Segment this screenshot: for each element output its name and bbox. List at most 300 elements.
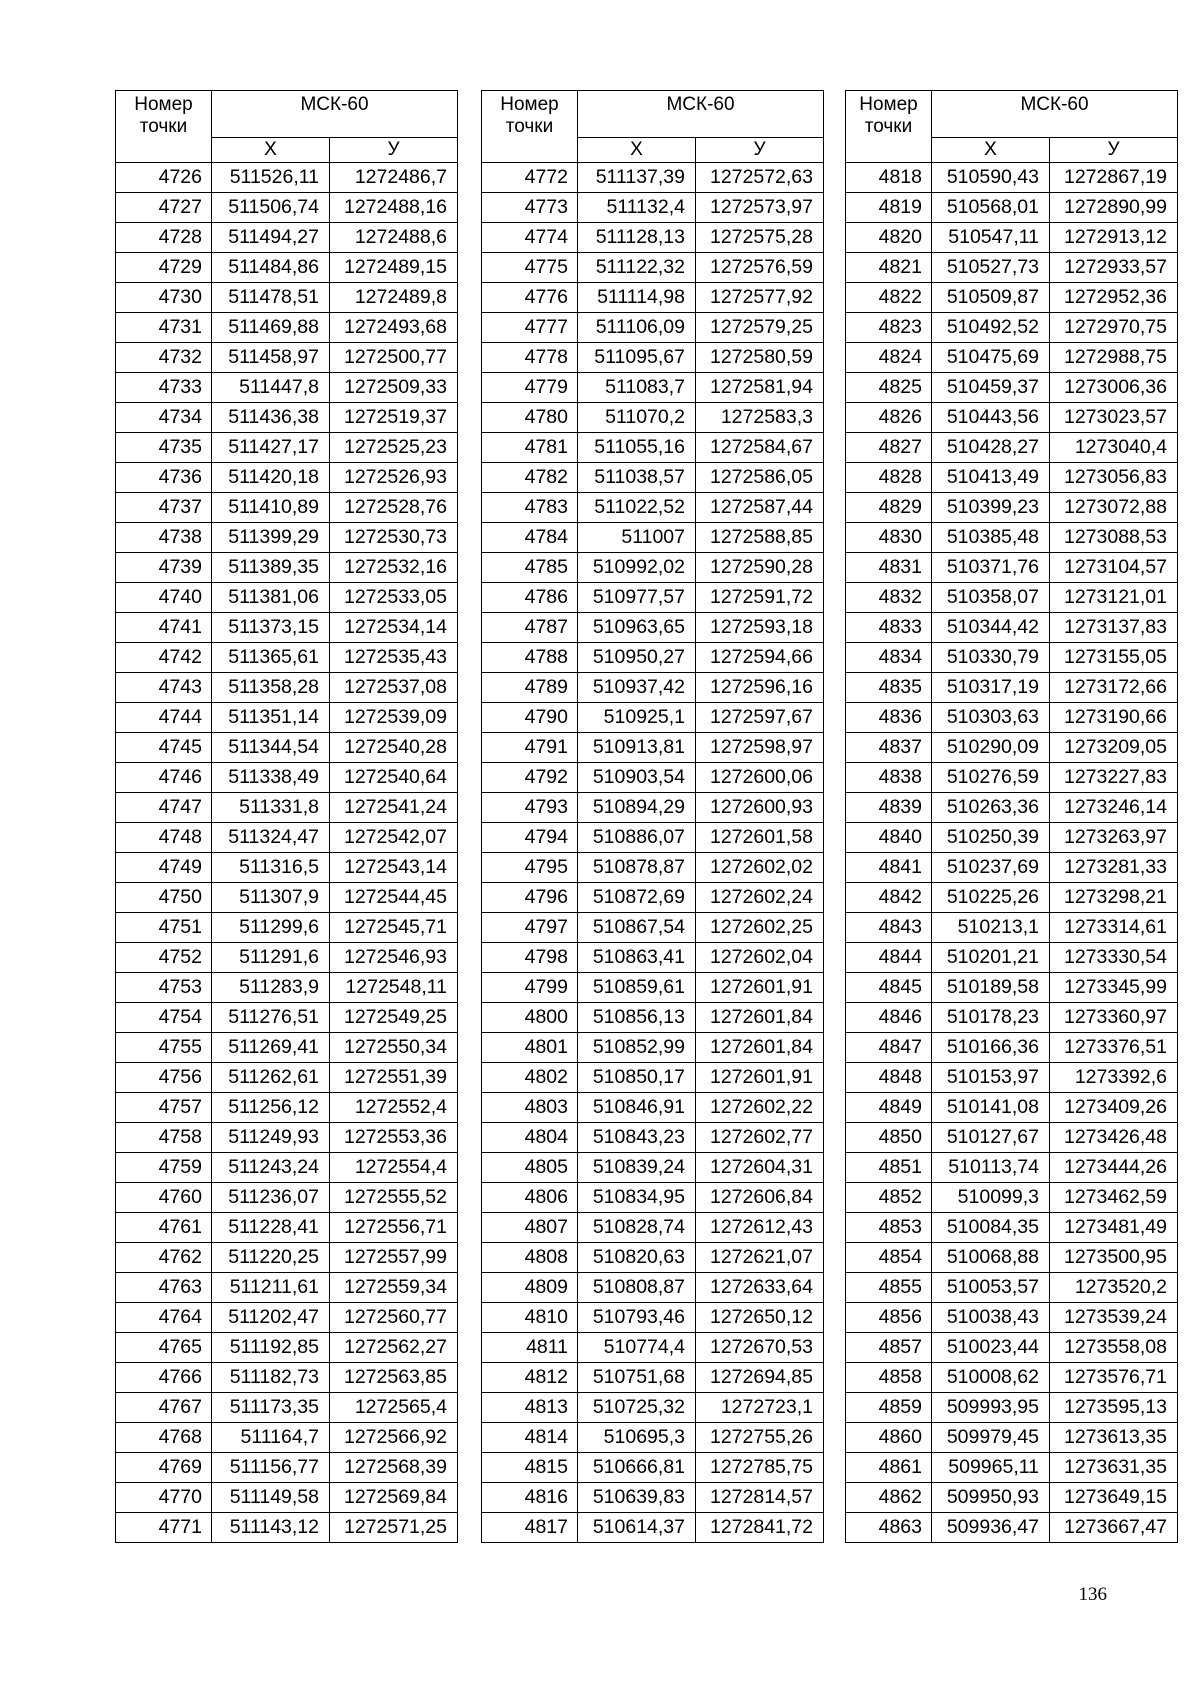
y-coordinate-cell: 1272533,05 (330, 583, 458, 613)
table-row (482, 493, 824, 523)
point-number-cell: 4783 (482, 493, 578, 523)
table-row (482, 1153, 824, 1183)
y-coordinate-cell: 1272486,7 (330, 163, 458, 193)
point-number-cell: 4797 (482, 913, 578, 943)
y-coordinate-cell: 1273576,71 (1050, 1363, 1178, 1393)
table-row (116, 673, 458, 703)
table-row (482, 823, 824, 853)
y-coordinate-cell: 1272544,45 (330, 883, 458, 913)
x-coordinate-cell: 509965,11 (932, 1453, 1050, 1483)
point-number-cell: 4812 (482, 1363, 578, 1393)
x-coordinate-cell: 511106,09 (578, 313, 696, 343)
x-coordinate-cell: 511083,7 (578, 373, 696, 403)
table-row (482, 853, 824, 883)
y-coordinate-cell: 1273426,48 (1050, 1123, 1178, 1153)
y-coordinate-cell: 1273263,97 (1050, 823, 1178, 853)
point-number-cell: 4729 (116, 253, 212, 283)
y-coordinate-cell: 1273462,59 (1050, 1183, 1178, 1213)
point-number-cell: 4844 (846, 943, 932, 973)
table-row (846, 1153, 1178, 1183)
y-coordinate-cell: 1272587,44 (696, 493, 824, 523)
point-number-cell: 4726 (116, 163, 212, 193)
table-row (116, 973, 458, 1003)
table-row (482, 1513, 824, 1543)
point-number-cell: 4800 (482, 1003, 578, 1033)
point-number-cell: 4728 (116, 223, 212, 253)
y-coordinate-cell: 1272571,25 (330, 1513, 458, 1543)
x-coordinate-cell: 510189,58 (932, 973, 1050, 1003)
table-row (846, 193, 1178, 223)
x-coordinate-cell: 510639,83 (578, 1483, 696, 1513)
point-number-cell: 4733 (116, 373, 212, 403)
table-row (846, 223, 1178, 253)
y-coordinate-cell: 1272621,07 (696, 1243, 824, 1273)
y-coordinate-cell: 1272489,8 (330, 283, 458, 313)
x-coordinate-cell: 510371,76 (932, 553, 1050, 583)
point-number-cell: 4734 (116, 403, 212, 433)
point-number-cell: 4749 (116, 853, 212, 883)
coordinates-table-3 (845, 90, 1178, 1543)
coordinate-system-header: МСК-60 (932, 91, 1178, 138)
y-coordinate-cell: 1273345,99 (1050, 973, 1178, 1003)
point-number-cell: 4740 (116, 583, 212, 613)
x-coordinate-cell: 510330,79 (932, 643, 1050, 673)
y-coordinate-cell: 1273360,97 (1050, 1003, 1178, 1033)
point-number-cell: 4855 (846, 1273, 932, 1303)
point-number-cell: 4846 (846, 1003, 932, 1033)
x-coordinate-cell: 511022,52 (578, 493, 696, 523)
x-coordinate-cell: 510225,26 (932, 883, 1050, 913)
point-number-cell: 4767 (116, 1393, 212, 1423)
point-number-cell: 4780 (482, 403, 578, 433)
table-row (116, 553, 458, 583)
table-row (846, 403, 1178, 433)
table-row (846, 973, 1178, 1003)
table-row (116, 1003, 458, 1033)
y-coordinate-cell: 1272557,99 (330, 1243, 458, 1273)
y-coordinate-cell: 1272493,68 (330, 313, 458, 343)
x-coordinate-cell: 511331,8 (212, 793, 330, 823)
x-coordinate-cell: 510590,43 (932, 163, 1050, 193)
y-coordinate-cell: 1273246,14 (1050, 793, 1178, 823)
table-row (846, 943, 1178, 973)
y-coordinate-cell: 1272591,72 (696, 583, 824, 613)
x-coordinate-cell: 510950,27 (578, 643, 696, 673)
x-coordinate-cell: 511338,49 (212, 763, 330, 793)
y-coordinate-cell: 1272755,26 (696, 1423, 824, 1453)
x-coordinate-cell: 510751,68 (578, 1363, 696, 1393)
y-coordinate-cell: 1273298,21 (1050, 883, 1178, 913)
point-number-cell: 4818 (846, 163, 932, 193)
table-row (116, 763, 458, 793)
point-number-cell: 4745 (116, 733, 212, 763)
point-number-cell: 4772 (482, 163, 578, 193)
point-number-cell: 4813 (482, 1393, 578, 1423)
point-number-cell: 4862 (846, 1483, 932, 1513)
y-coordinate-cell: 1272890,99 (1050, 193, 1178, 223)
x-coordinate-cell: 511164,7 (212, 1423, 330, 1453)
table-row (116, 1393, 458, 1423)
table-row (482, 1243, 824, 1273)
x-coordinate-cell: 510872,69 (578, 883, 696, 913)
x-coordinate-cell: 510839,24 (578, 1153, 696, 1183)
point-number-cell: 4790 (482, 703, 578, 733)
point-number-header (116, 91, 212, 163)
x-coordinate-cell: 510344,42 (932, 613, 1050, 643)
x-coordinate-cell: 510492,52 (932, 313, 1050, 343)
table-row (846, 1183, 1178, 1213)
x-coordinate-cell: 511458,97 (212, 343, 330, 373)
table-row (846, 283, 1178, 313)
table-row (482, 643, 824, 673)
point-number-cell: 4838 (846, 763, 932, 793)
table-row (116, 1213, 458, 1243)
y-coordinate-cell: 1272575,28 (696, 223, 824, 253)
point-number-cell: 4759 (116, 1153, 212, 1183)
point-number-cell: 4789 (482, 673, 578, 703)
header-line-2: точки (864, 116, 913, 137)
y-coordinate-cell: 1272548,11 (330, 973, 458, 1003)
table-row (116, 283, 458, 313)
y-coordinate-cell: 1272723,1 (696, 1393, 824, 1423)
point-number-cell: 4775 (482, 253, 578, 283)
y-coordinate-cell: 1272601,91 (696, 973, 824, 1003)
table-row (482, 1333, 824, 1363)
y-coordinate-cell: 1272670,53 (696, 1333, 824, 1363)
y-coordinate-cell: 1272573,97 (696, 193, 824, 223)
point-number-cell: 4765 (116, 1333, 212, 1363)
table-row (482, 1273, 824, 1303)
y-coordinate-cell: 1272602,22 (696, 1093, 824, 1123)
point-number-cell: 4793 (482, 793, 578, 823)
y-coordinate-cell: 1272550,34 (330, 1033, 458, 1063)
y-coordinate-cell: 1272560,77 (330, 1303, 458, 1333)
point-number-cell: 4810 (482, 1303, 578, 1333)
point-number-cell: 4826 (846, 403, 932, 433)
x-coordinate-cell: 511484,86 (212, 253, 330, 283)
x-coordinate-cell: 511427,17 (212, 433, 330, 463)
point-number-cell: 4758 (116, 1123, 212, 1153)
table-body (482, 163, 824, 1543)
x-coordinate-cell: 511128,13 (578, 223, 696, 253)
y-coordinate-cell: 1273104,57 (1050, 553, 1178, 583)
coordinate-system-header: МСК-60 (212, 91, 458, 138)
y-coordinate-cell: 1273444,26 (1050, 1153, 1178, 1183)
point-number-cell: 4752 (116, 943, 212, 973)
x-coordinate-cell: 510878,87 (578, 853, 696, 883)
y-coordinate-cell: 1272543,14 (330, 853, 458, 883)
table-row (116, 1183, 458, 1213)
x-coordinate-cell: 510846,91 (578, 1093, 696, 1123)
table-row (116, 1423, 458, 1453)
point-number-cell: 4786 (482, 583, 578, 613)
coordinate-system-header: МСК-60 (578, 91, 824, 138)
table-row (482, 553, 824, 583)
table-row (116, 1093, 458, 1123)
x-coordinate-cell: 511358,28 (212, 673, 330, 703)
table-row (482, 163, 824, 193)
point-number-cell: 4732 (116, 343, 212, 373)
y-coordinate-cell: 1272500,77 (330, 343, 458, 373)
y-coordinate-cell: 1273023,57 (1050, 403, 1178, 433)
y-coordinate-cell: 1273613,35 (1050, 1423, 1178, 1453)
y-coordinate-cell: 1273631,35 (1050, 1453, 1178, 1483)
y-coordinate-cell: 1272565,4 (330, 1393, 458, 1423)
point-number-cell: 4829 (846, 493, 932, 523)
point-number-cell: 4791 (482, 733, 578, 763)
point-number-cell: 4743 (116, 673, 212, 703)
table-row (482, 343, 824, 373)
y-coordinate-cell: 1272867,19 (1050, 163, 1178, 193)
table-row (116, 1303, 458, 1333)
y-coordinate-cell: 1272785,75 (696, 1453, 824, 1483)
y-coordinate-cell: 1273667,47 (1050, 1513, 1178, 1543)
x-coordinate-cell: 510141,08 (932, 1093, 1050, 1123)
table-row (116, 343, 458, 373)
x-coordinate-cell: 510695,3 (578, 1423, 696, 1453)
table-row (482, 673, 824, 703)
point-number-cell: 4820 (846, 223, 932, 253)
y-coordinate-cell: 1272841,72 (696, 1513, 824, 1543)
x-coordinate-cell: 510178,23 (932, 1003, 1050, 1033)
point-number-cell: 4827 (846, 433, 932, 463)
point-number-cell: 4753 (116, 973, 212, 1003)
point-number-cell: 4776 (482, 283, 578, 313)
x-coordinate-cell: 511055,16 (578, 433, 696, 463)
y-coordinate-cell: 1272602,25 (696, 913, 824, 943)
x-coordinate-cell: 510084,35 (932, 1213, 1050, 1243)
x-coordinate-cell: 509936,47 (932, 1513, 1050, 1543)
x-coordinate-cell: 511447,8 (212, 373, 330, 403)
y-coordinate-cell: 1272581,94 (696, 373, 824, 403)
point-number-cell: 4834 (846, 643, 932, 673)
x-coordinate-cell: 510303,63 (932, 703, 1050, 733)
point-number-cell: 4830 (846, 523, 932, 553)
page-number: 136 (1078, 1584, 1107, 1605)
table-row (846, 253, 1178, 283)
table-row (846, 493, 1178, 523)
point-number-cell: 4754 (116, 1003, 212, 1033)
x-coordinate-cell: 510725,32 (578, 1393, 696, 1423)
table-row (116, 793, 458, 823)
point-number-cell: 4851 (846, 1153, 932, 1183)
table-row (846, 1513, 1178, 1543)
y-coordinate-cell: 1272633,64 (696, 1273, 824, 1303)
x-coordinate-cell: 510290,09 (932, 733, 1050, 763)
point-number-cell: 4825 (846, 373, 932, 403)
y-coordinate-cell: 1273520,2 (1050, 1273, 1178, 1303)
point-number-cell: 4814 (482, 1423, 578, 1453)
table-row (846, 733, 1178, 763)
y-coordinate-cell: 1273121,01 (1050, 583, 1178, 613)
table-row (482, 1423, 824, 1453)
x-coordinate-cell: 509993,95 (932, 1393, 1050, 1423)
x-coordinate-cell: 511192,85 (212, 1333, 330, 1363)
x-coordinate-cell: 511132,4 (578, 193, 696, 223)
x-coordinate-cell: 511351,14 (212, 703, 330, 733)
table-row (116, 853, 458, 883)
x-coordinate-cell: 510614,37 (578, 1513, 696, 1543)
point-number-cell: 4755 (116, 1033, 212, 1063)
y-coordinate-cell: 1272552,4 (330, 1093, 458, 1123)
table-row (482, 253, 824, 283)
point-number-cell: 4854 (846, 1243, 932, 1273)
x-coordinate-cell: 510863,41 (578, 943, 696, 973)
x-coordinate-cell: 510886,07 (578, 823, 696, 853)
x-coordinate-cell: 510894,29 (578, 793, 696, 823)
x-coordinate-cell: 510834,95 (578, 1183, 696, 1213)
point-number-cell: 4859 (846, 1393, 932, 1423)
y-coordinate-cell: 1272559,34 (330, 1273, 458, 1303)
table-row (116, 1333, 458, 1363)
y-coordinate-cell: 1272584,67 (696, 433, 824, 463)
table-row (846, 523, 1178, 553)
table-row (116, 163, 458, 193)
y-coordinate-cell: 1272606,84 (696, 1183, 824, 1213)
y-coordinate-cell: 1273056,83 (1050, 463, 1178, 493)
point-number-cell: 4842 (846, 883, 932, 913)
table-row (846, 1003, 1178, 1033)
y-coordinate-cell: 1273481,49 (1050, 1213, 1178, 1243)
y-coordinate-cell: 1272594,66 (696, 643, 824, 673)
table-row (116, 373, 458, 403)
y-coordinate-cell: 1272814,57 (696, 1483, 824, 1513)
table-row (482, 1363, 824, 1393)
point-number-cell: 4796 (482, 883, 578, 913)
table-row (482, 1093, 824, 1123)
table-row (116, 433, 458, 463)
table-row (482, 1453, 824, 1483)
point-number-cell: 4860 (846, 1423, 932, 1453)
table-row (116, 1063, 458, 1093)
x-column-header: X (212, 138, 330, 163)
table-row (116, 1243, 458, 1273)
point-number-cell: 4738 (116, 523, 212, 553)
x-coordinate-cell: 510820,63 (578, 1243, 696, 1273)
x-coordinate-cell: 510963,65 (578, 613, 696, 643)
table-row (116, 643, 458, 673)
point-number-cell: 4762 (116, 1243, 212, 1273)
table-row (846, 163, 1178, 193)
x-coordinate-cell: 510808,87 (578, 1273, 696, 1303)
x-coordinate-cell: 510527,73 (932, 253, 1050, 283)
x-coordinate-cell: 511283,9 (212, 973, 330, 1003)
y-coordinate-cell: 1272601,58 (696, 823, 824, 853)
x-column-header: X (932, 138, 1050, 163)
x-coordinate-cell: 511381,06 (212, 583, 330, 613)
point-number-cell: 4792 (482, 763, 578, 793)
table-row (116, 523, 458, 553)
table-row (846, 793, 1178, 823)
table-row (846, 883, 1178, 913)
table-row (482, 403, 824, 433)
point-number-cell: 4736 (116, 463, 212, 493)
y-coordinate-cell: 1272612,43 (696, 1213, 824, 1243)
point-number-cell: 4788 (482, 643, 578, 673)
y-coordinate-cell: 1273190,66 (1050, 703, 1178, 733)
point-number-cell: 4817 (482, 1513, 578, 1543)
header-line-1: Номер (859, 94, 918, 115)
table-row (482, 1063, 824, 1093)
y-coordinate-cell: 1273409,26 (1050, 1093, 1178, 1123)
table-row (846, 343, 1178, 373)
point-number-cell: 4781 (482, 433, 578, 463)
point-number-cell: 4853 (846, 1213, 932, 1243)
y-coordinate-cell: 1272602,24 (696, 883, 824, 913)
y-coordinate-cell: 1272488,6 (330, 223, 458, 253)
point-number-cell: 4798 (482, 943, 578, 973)
x-coordinate-cell: 511137,39 (578, 163, 696, 193)
table-row (846, 1093, 1178, 1123)
x-column-header: X (578, 138, 696, 163)
x-coordinate-cell: 510856,13 (578, 1003, 696, 1033)
table-row (482, 223, 824, 253)
y-coordinate-cell: 1272566,92 (330, 1423, 458, 1453)
table-row (846, 1303, 1178, 1333)
x-coordinate-cell: 511236,07 (212, 1183, 330, 1213)
point-number-cell: 4746 (116, 763, 212, 793)
table-row (846, 1243, 1178, 1273)
x-coordinate-cell: 510903,54 (578, 763, 696, 793)
x-coordinate-cell: 510413,49 (932, 463, 1050, 493)
x-coordinate-cell: 511365,61 (212, 643, 330, 673)
x-coordinate-cell: 510843,23 (578, 1123, 696, 1153)
x-coordinate-cell: 510937,42 (578, 673, 696, 703)
x-coordinate-cell: 510263,36 (932, 793, 1050, 823)
y-coordinate-cell: 1272562,27 (330, 1333, 458, 1363)
y-coordinate-cell: 1272556,71 (330, 1213, 458, 1243)
y-coordinate-cell: 1272526,93 (330, 463, 458, 493)
y-coordinate-cell: 1272580,59 (696, 343, 824, 373)
y-column-header: У (1050, 138, 1178, 163)
y-coordinate-cell: 1273155,05 (1050, 643, 1178, 673)
point-number-cell: 4811 (482, 1333, 578, 1363)
x-coordinate-cell: 511269,41 (212, 1033, 330, 1063)
point-number-cell: 4799 (482, 973, 578, 1003)
x-coordinate-cell: 511156,77 (212, 1453, 330, 1483)
y-column-header: У (696, 138, 824, 163)
x-coordinate-cell: 511316,5 (212, 853, 330, 883)
y-coordinate-cell: 1272601,84 (696, 1003, 824, 1033)
point-number-cell: 4784 (482, 523, 578, 553)
y-coordinate-cell: 1272601,91 (696, 1063, 824, 1093)
point-number-cell: 4785 (482, 553, 578, 583)
x-coordinate-cell: 511373,15 (212, 613, 330, 643)
y-coordinate-cell: 1273314,61 (1050, 913, 1178, 943)
y-coordinate-cell: 1273006,36 (1050, 373, 1178, 403)
x-coordinate-cell: 510925,1 (578, 703, 696, 733)
y-coordinate-cell: 1272546,93 (330, 943, 458, 973)
table-row (116, 313, 458, 343)
point-number-cell: 4823 (846, 313, 932, 343)
table-row (482, 703, 824, 733)
x-coordinate-cell: 511202,47 (212, 1303, 330, 1333)
point-number-cell: 4821 (846, 253, 932, 283)
table-row (116, 823, 458, 853)
table-row (116, 223, 458, 253)
table-row (482, 1183, 824, 1213)
point-number-cell: 4795 (482, 853, 578, 883)
y-coordinate-cell: 1273392,6 (1050, 1063, 1178, 1093)
x-coordinate-cell: 510008,62 (932, 1363, 1050, 1393)
x-coordinate-cell: 509950,93 (932, 1483, 1050, 1513)
table-row (116, 1123, 458, 1153)
x-coordinate-cell: 510793,46 (578, 1303, 696, 1333)
point-number-cell: 4756 (116, 1063, 212, 1093)
table-row (846, 313, 1178, 343)
x-coordinate-cell: 510913,81 (578, 733, 696, 763)
y-coordinate-cell: 1272549,25 (330, 1003, 458, 1033)
